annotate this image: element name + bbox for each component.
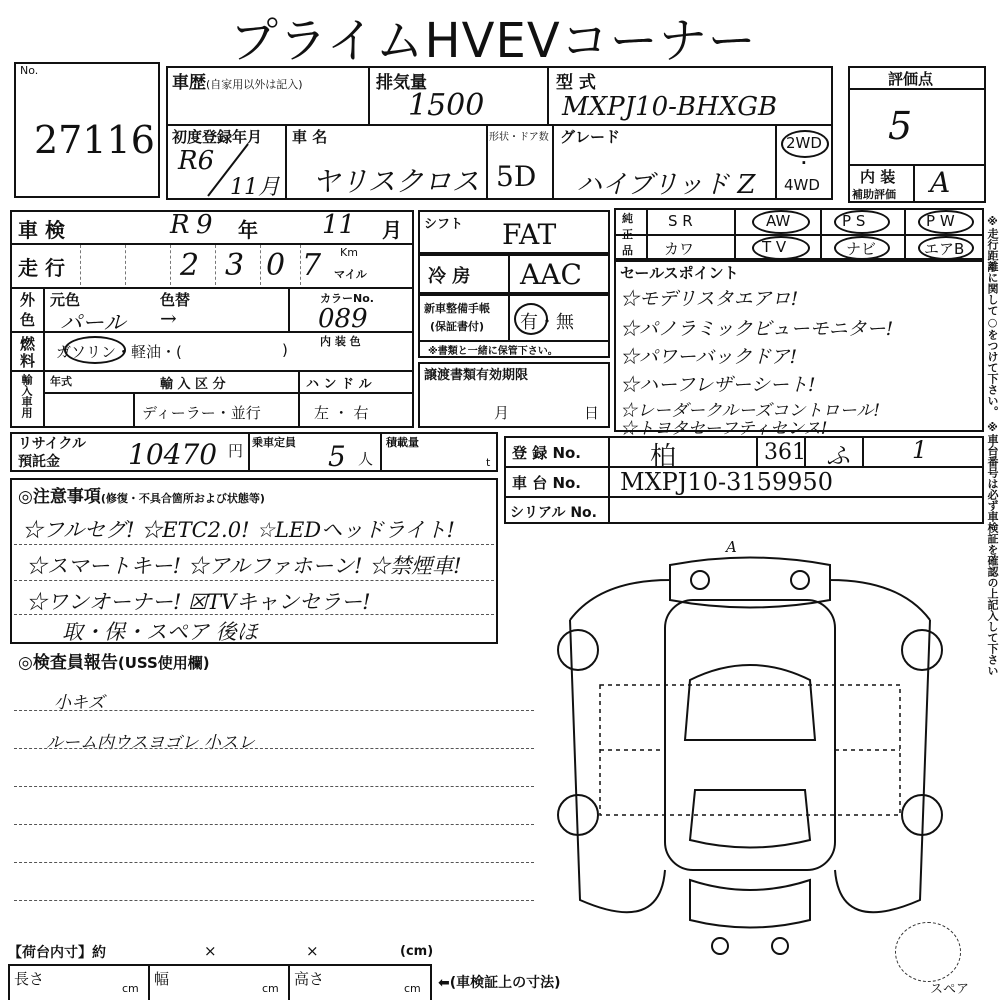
- capacity-unit: 人: [358, 450, 374, 468]
- fuel-label-2: 料: [20, 352, 36, 370]
- original-color-label: 元色: [50, 291, 81, 309]
- recycle-label-1: リサイクル: [18, 436, 87, 452]
- registration-label: 登 録 No.: [512, 444, 582, 462]
- recycle-label-2: 預託金: [18, 454, 60, 470]
- equip-leather: カワ: [664, 240, 695, 258]
- grade-value: ハイブリッド Z: [576, 170, 756, 200]
- drive-2wd: 2WD: [786, 134, 822, 152]
- stock-number: 27116: [34, 118, 155, 162]
- spare-tire-circle: [895, 922, 961, 982]
- first-reg-month: 11月: [230, 175, 280, 200]
- car-name-value: ヤリスクロス: [312, 165, 480, 198]
- maintenance-label-1: 新車整備手帳: [424, 302, 490, 315]
- equip-airbag: エアB: [924, 240, 965, 258]
- notes-line-4: 取・保・スペア 後ほ: [62, 620, 258, 644]
- load-label: 積載量: [386, 436, 419, 449]
- maintenance-value: 有・無: [520, 312, 574, 333]
- registration-number: 1: [912, 436, 928, 464]
- height-label: 高さ: [294, 970, 325, 988]
- import-label: 輸入車用: [20, 374, 33, 418]
- notes-line-3: ☆ワンオーナー! ☒TVキャンセラー!: [26, 590, 371, 614]
- sales-point-4: ☆ハーフレザーシート!: [620, 374, 816, 396]
- equip-navi: ナビ: [846, 240, 877, 258]
- capacity-value: 5: [328, 440, 346, 473]
- interior-color-label: 内 装 色: [320, 335, 361, 348]
- inspection-year-unit: 年: [238, 218, 258, 242]
- registration-place: 柏: [650, 442, 677, 472]
- transfer-label: 譲渡書類有効期限: [424, 368, 529, 383]
- cargo-x1: ×: [204, 942, 217, 960]
- number-label: No.: [20, 64, 39, 77]
- length-unit: cm: [122, 982, 139, 995]
- repaint-label: 色替: [160, 291, 191, 309]
- grade-label: グレード: [560, 128, 621, 146]
- height-unit: cm: [404, 982, 421, 995]
- dims-note: ⬅(車検証上の寸法): [438, 975, 561, 991]
- mileage-km: Km: [340, 246, 358, 259]
- cargo-label: 【荷台内寸】約: [8, 945, 106, 961]
- page-title: プライムHVEVコーナー: [230, 13, 757, 69]
- capacity-label: 乗車定員: [252, 436, 296, 449]
- sales-point-1: ☆モデリスタエアロ!: [620, 288, 799, 310]
- import-division-label: 輸 入 区 分: [160, 377, 226, 392]
- diagram-mark-a: A: [726, 538, 737, 556]
- fuel-options: ガソリン・軽油・(: [56, 343, 182, 361]
- fuel-close: ): [282, 341, 288, 359]
- outer-color-label-1: 外: [20, 291, 36, 309]
- drive-dot: ·: [801, 154, 807, 172]
- car-name-label: 車 名: [292, 128, 328, 146]
- rating-value: 5: [888, 104, 913, 148]
- inspection-year: 9: [196, 210, 213, 240]
- mileage-digit-6: 7: [302, 248, 322, 283]
- inspection-month-unit: 月: [382, 218, 402, 242]
- ac-value: AAC: [520, 258, 582, 291]
- model-label: 型 式: [556, 73, 596, 93]
- ac-label: 冷 房: [428, 266, 471, 287]
- displacement-label: 排気量: [376, 73, 427, 93]
- width-label: 幅: [154, 970, 170, 988]
- equip-aw: AW: [766, 212, 791, 230]
- shift-label: シフト: [424, 217, 464, 232]
- inspector-line-1: 小キズ: [54, 693, 105, 713]
- rating-label: 評価点: [888, 70, 934, 88]
- dims-box: [8, 964, 432, 1000]
- equipment-label-3: 品: [622, 244, 633, 257]
- mileage-digit-5: 0: [266, 248, 286, 283]
- car-damage-diagram: [540, 540, 960, 960]
- color-code-label: カラーNo.: [320, 292, 374, 305]
- transfer-month: 月: [494, 404, 510, 422]
- cargo-x2: ×: [306, 942, 319, 960]
- color-code-value: 089: [318, 304, 368, 334]
- chassis-label: 車 台 No.: [512, 474, 582, 492]
- notes-title: ◎注意事項(修復・不具合箇所および状態等): [18, 487, 265, 507]
- sales-points-label: セールスポイント: [620, 264, 739, 282]
- import-year-label: 年式: [50, 375, 72, 388]
- transfer-day: 日: [584, 404, 600, 422]
- interior-sub: 補助評価: [852, 188, 896, 201]
- fuel-label-1: 燃: [20, 335, 36, 353]
- mileage-mile: マイル: [334, 268, 367, 281]
- inspector-title: ◎検査員報告(USS使用欄): [18, 653, 210, 673]
- drive-4wd: 4WD: [784, 176, 820, 194]
- doors-value: 5D: [496, 160, 537, 193]
- handle-value: 左 ・ 右: [314, 404, 369, 422]
- registration-class: 361: [764, 440, 806, 465]
- shift-value: FAT: [502, 218, 557, 251]
- color-arrow: →: [160, 306, 177, 330]
- sales-point-5: ☆レーダークルーズコントロール!: [620, 401, 881, 421]
- history-label: 車歴(自家用以外は記入): [172, 73, 303, 93]
- load-unit: t: [486, 456, 491, 469]
- side-note: ※走行距離に関して○をつけて下さい。 ※車台番号は必ず車検証を確認の上記入して下さい: [986, 215, 999, 676]
- spare-label: スペア: [930, 982, 970, 997]
- sales-point-6: ☆トヨタセーフティセンス!: [620, 419, 828, 439]
- equipment-label-2: 正: [622, 228, 633, 241]
- equip-pw: P W: [926, 212, 955, 230]
- recycle-value: 10470: [128, 438, 218, 471]
- chassis-value: MXPJ10-3159950: [620, 468, 833, 496]
- length-label: 長さ: [14, 970, 45, 988]
- recycle-unit: 円: [228, 442, 244, 460]
- serial-label: シリアル No.: [510, 505, 597, 521]
- sales-point-2: ☆パノラミックビューモニター!: [620, 318, 894, 340]
- inspector-line-2: ルーム内ウスヨゴレ 小スレ: [46, 733, 255, 753]
- inspection-era: R: [170, 210, 190, 240]
- mileage-digit-4: 3: [225, 248, 245, 283]
- interior-value: A: [930, 166, 951, 199]
- registration-kana: ふ: [826, 442, 850, 470]
- displacement-value: 1500: [408, 88, 485, 123]
- notes-line-1: ☆フルセグ! ☆ETC2.0! ☆LEDヘッドライト!: [22, 518, 455, 542]
- maintenance-label-2: (保証書付): [430, 320, 485, 333]
- maintenance-note: ※書類と一緒に保管下さい。: [428, 346, 558, 357]
- cargo-unit: (cm): [400, 944, 434, 959]
- inspection-month: 11: [322, 210, 356, 240]
- handle-label: ハ ン ド ル: [306, 377, 372, 392]
- import-division-value: ディーラー・並行: [142, 404, 261, 422]
- mileage-digit-3: 2: [180, 248, 200, 283]
- original-color-value: パール: [60, 311, 126, 336]
- equip-tv: T V: [762, 238, 787, 256]
- doors-label: 形状・ドア数: [489, 132, 549, 143]
- width-unit: cm: [262, 982, 279, 995]
- sales-point-3: ☆パワーバックドア!: [620, 346, 798, 368]
- model-value: MXPJ10-BHXGB: [562, 92, 778, 122]
- interior-label: 内 装: [860, 168, 896, 186]
- outer-color-label-2: 色: [20, 311, 36, 329]
- first-reg-year: R6: [178, 146, 215, 176]
- mileage-label: 走 行: [18, 256, 65, 280]
- equip-sr: S R: [668, 212, 693, 230]
- first-reg-label: 初度登録年月: [172, 128, 263, 146]
- equip-ps: P S: [842, 212, 866, 230]
- inspection-label: 車 検: [18, 218, 65, 242]
- notes-line-2: ☆スマートキー! ☆アルファホーン! ☆禁煙車!: [26, 554, 462, 578]
- equipment-label-1: 純: [622, 212, 633, 225]
